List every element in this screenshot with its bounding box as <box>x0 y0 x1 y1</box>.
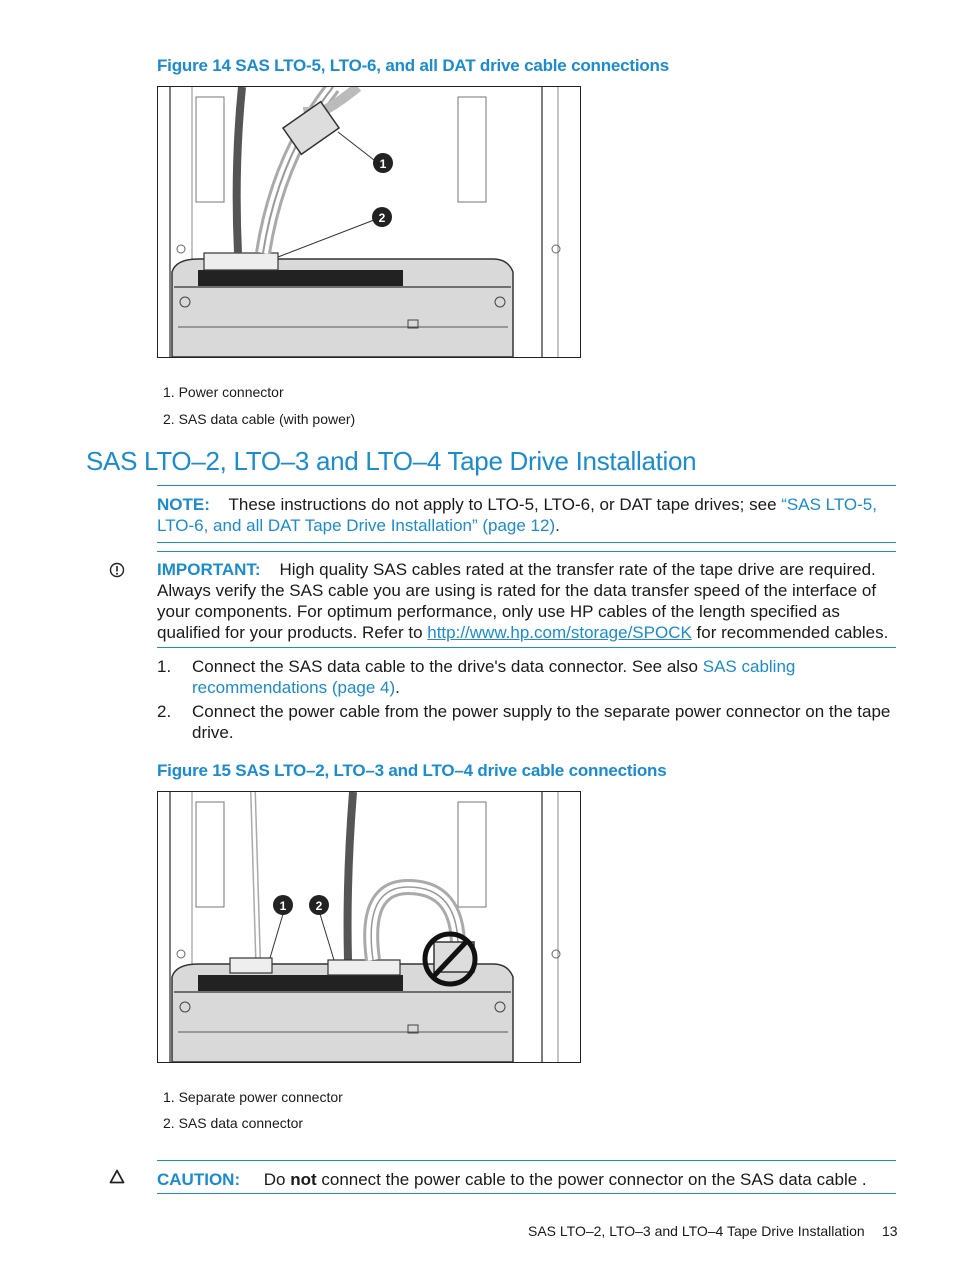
footer-page-number: 13 <box>882 1223 898 1239</box>
figure-14-callout-1-label: 1 <box>379 157 387 171</box>
caution-divider-top <box>157 1160 896 1161</box>
figure-14-illustration <box>158 87 580 357</box>
note-link[interactable]: “SAS LTO-5, LTO-6, and all DAT Tape Drive Installation” (page 12) <box>157 495 877 535</box>
caution-label: CAUTION: <box>157 1170 241 1189</box>
figure-15-legend-item-2: 2. SAS data connector <box>163 1115 304 1131</box>
note-text: These instructions do not apply to LTO-5, LTO-6, or DAT tape drives; see <box>228 495 782 514</box>
section-title: SAS LTO–2, LTO–3 and LTO–4 Tape Drive Installation <box>86 446 697 476</box>
figure-15-legend-item-1: 1. Separate power connector <box>163 1089 343 1105</box>
important-text: High quality SAS cables rated at the transfer rate of the tape drive are required. Always verify the SAS cable you are using is rated for the data transfer speed of the interface of your components. For optimum performance, only use HP cables of the length specified as qualified for your products. Refer to <box>157 560 877 642</box>
step-1-text: Connect the SAS data cable to the drive's data connector. See also <box>192 657 703 676</box>
caution-divider-bottom <box>157 1193 896 1194</box>
sas-cabling-link[interactable]: SAS cabling recommendations (page 4) <box>192 657 796 697</box>
important-label: IMPORTANT: <box>157 560 261 579</box>
figure-14-image <box>157 86 581 358</box>
section-divider <box>157 485 896 486</box>
caution-emphasis: not <box>290 1170 317 1189</box>
figure-14-legend-item-1: 1. Power connector <box>163 384 284 400</box>
footer-title: SAS LTO–2, LTO–3 and LTO–4 Tape Drive Installation <box>528 1223 865 1239</box>
figure-15-caption: Figure 15 SAS LTO–2, LTO–3 and LTO–4 drive cable connections <box>157 761 667 780</box>
note-block <box>157 494 896 536</box>
step-1-text-end: . <box>395 678 400 697</box>
important-divider-bottom <box>157 647 896 648</box>
figure-15-callout-2-label: 2 <box>315 899 323 913</box>
important-icon <box>109 562 125 583</box>
figure-14-caption: Figure 14 SAS LTO-5, LTO-6, and all DAT drive cable connections <box>157 56 669 75</box>
step-1-number: 1. <box>157 657 172 676</box>
step-1 <box>192 656 896 698</box>
figure-15-image <box>157 791 581 1063</box>
important-text-end: for recommended cables. <box>691 623 889 642</box>
figure-14-legend-item-2: 2. SAS data cable (with power) <box>163 411 356 427</box>
note-text-end: . <box>555 516 560 535</box>
caution-text-end: connect the power cable to the power connector on the SAS data cable . <box>316 1170 867 1189</box>
caution-icon <box>109 1169 125 1189</box>
figure-14-callout-2-label: 2 <box>378 211 386 225</box>
caution-text: Do <box>263 1170 291 1189</box>
important-divider-top <box>157 551 896 552</box>
note-divider-top <box>157 542 896 543</box>
step-2-number: 2. <box>157 702 172 721</box>
step-2-text: Connect the power cable from the power supply to the separate power connector on the tape drive. <box>192 702 891 742</box>
figure-15-illustration <box>158 792 580 1062</box>
caution-block <box>157 1169 896 1190</box>
spock-link[interactable]: http://www.hp.com/storage/SPOCK <box>427 623 692 642</box>
figure-15-callout-1-label: 1 <box>279 899 287 913</box>
note-label: NOTE: <box>157 495 210 514</box>
important-block <box>157 559 897 643</box>
